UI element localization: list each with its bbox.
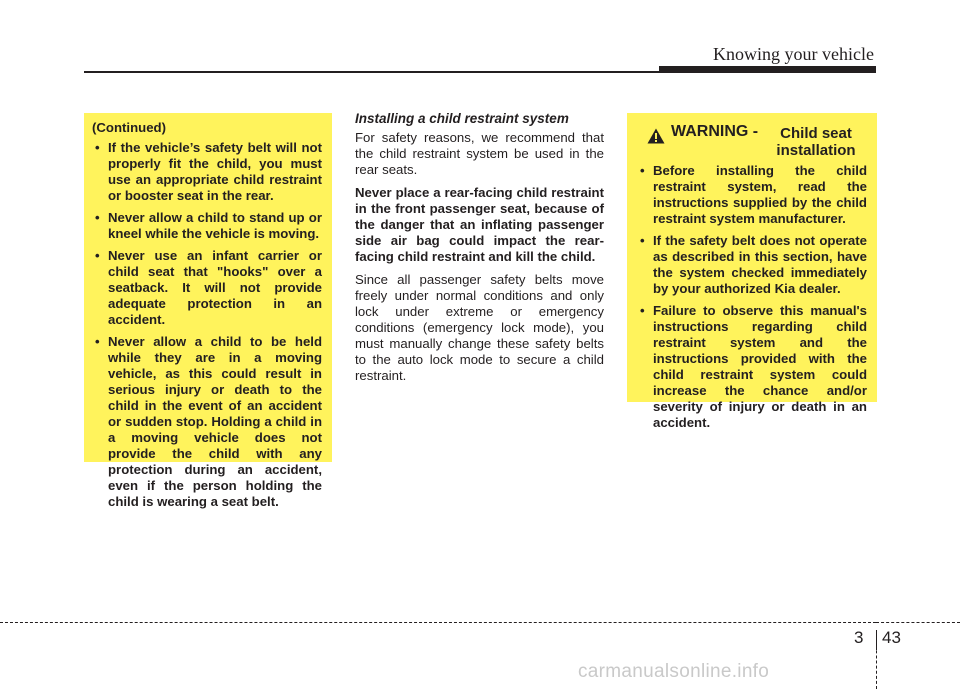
list-item: • Never allow a child to be held while they are in a moving vehicle, as this could result in serious injury or death to the child in the event of an accident or sudden stop. Holding a child in a moving vehicle does not provide the child with any protection during an accident, even if the person holding the child is wearing a seat belt.: [92, 334, 322, 510]
page-number: 43: [882, 628, 901, 647]
main-text-column: [355, 111, 604, 391]
footer-rule-right: [876, 622, 960, 623]
body-paragraph: For safety reasons, we recommend that the child restraint system be used in the rear seats.: [355, 130, 604, 177]
chapter-number: 3: [854, 628, 864, 647]
list-item: • If the vehicle’s safety belt will not properly fit the child, you must use an appropriate child restraint or booster seat in the rear.: [92, 140, 322, 204]
body-paragraph-bold: Never place a rear-facing child restraint in the front passenger seat, because of the danger that an inflating passenger side air bag could impact the rear-facing child restraint and kill the child.: [355, 185, 604, 264]
watermark-text: carmanualsonline.info: [578, 661, 770, 682]
warning-header: [637, 123, 867, 159]
continued-warning-box: [84, 113, 332, 509]
header-rule-accent: [659, 66, 876, 72]
list-item: • Never use an infant carrier or child seat that "hooks" over a seatback. It will not provide adequate protection in an accident.: [92, 248, 322, 328]
header-title: Knowing your vehicle: [713, 44, 874, 64]
warning-triangle-icon: [647, 128, 665, 144]
left-bullet-list: [92, 140, 322, 510]
list-item: • Failure to observe this manual's instructions regarding child restraint system and the instructions provided with the child restraint system could increase the chance and/or severity of injury or death in an accident.: [637, 303, 867, 431]
warning-label: WARNING -: [671, 123, 759, 140]
list-item: • If the safety belt does not operate as described in this section, have the system checked immediately by your authorized Kia dealer.: [637, 233, 867, 297]
list-item: • Before installing the child restraint system, read the instructions supplied by the child restraint system manufacturer.: [637, 163, 867, 227]
list-item: • Never allow a child to stand up or kneel while the vehicle is moving.: [92, 210, 322, 242]
section-heading: Installing a child restraint system: [355, 111, 569, 126]
body-paragraph: Since all passenger safety belts move freely under normal conditions and only lock under extreme or emergency conditions (emergency lock mode), you must manually change these safety belts to the auto lock mode to secure a child restraint.: [355, 272, 604, 383]
warning-bullet-list: [637, 163, 867, 431]
continued-label: (Continued): [92, 120, 166, 135]
footer-rule: [0, 622, 876, 623]
warning-box: [627, 113, 877, 430]
page-number-divider: [876, 632, 877, 650]
warning-subject: Child seat installation: [776, 125, 856, 159]
